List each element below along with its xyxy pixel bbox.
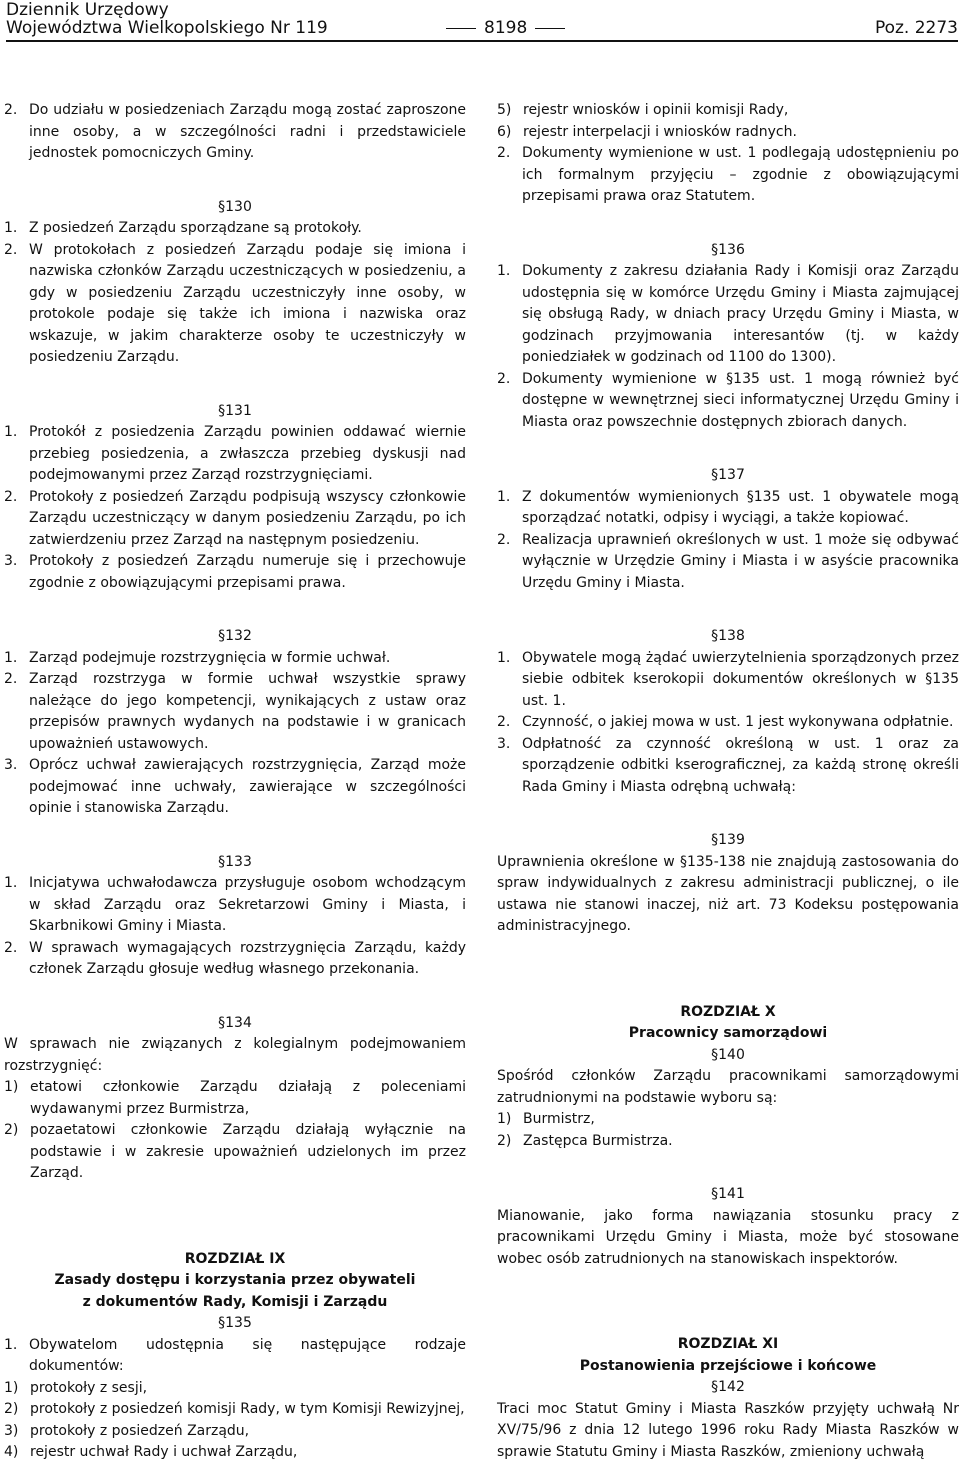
left-column [4,100,466,1464]
list-item: 1. Dokumenty z zakresu działania Rady i Komisji oraz Zarządu udostępnia się w komórce Urzędu Gminy i Miasta zajmującej się obsługą Rady, w dniach pracy Urzędu Gminy i Miasta, w godzinach przyjmowania interesantów (tj. w każdy poniedziałek w godzinach od 1100 do 1300). [497,263,959,365]
list-item: 2. W protokołach z posiedzeń Zarządu podaje się imiona i nazwiska członków Zarządu uczestniczących w posiedzeniu, a gdy w posiedzeniu Zarządu uczestniczyły inne osoby, w protokole podaje się także ich imiona i nazwiska oraz wskazuje, w jakim charakterze osoby te uczestniczyły w posiedzeniu Zarządu. [4,241,466,365]
list-item: 1. Obywatele mogą żądać uwierzytelnienia sporządzonych przez siebie odbitek kserokopii dokumentów określonych w §135 ust. 1. [497,649,959,709]
page-number-value: 8198 [484,18,528,38]
list-item: 1. Inicjatywa uchwałodawcza przysługuje osobom wchodzącym w skład Zarządu oraz Sekretarzowi Gminy i Miasta, i Skarbnikowi Gminy i Miasta. [4,875,466,934]
list-item: 1. Protokół z posiedzenia Zarządu powinien oddawać wiernie przebieg posiedzenia, a zwłaszcza przebieg dyskusji nad podejmowanymi przez Zarząd rozstrzygnięciami. [4,424,466,483]
section-heading: §131 [218,402,252,419]
section-heading: §141 [711,1186,745,1202]
chapter-subtitle: z dokumentów Rady, Komisji i Zarządu [82,1293,388,1310]
paragraph: Uprawnienia określone w §135-138 nie znajdują zastosowania do spraw indywidualnych z zakresu administracji publicznej, o ile ustawa nie stanowi inaczej, niż art. 73 Kodeksu postępowania administracyjnego. [497,853,959,934]
paragraph: Traci moc Statut Gminy i Miasta Raszków przyjęty uchwałą Nr XV/75/96 z dnia 12 lutego 1996 roku Rady Miasta Raszków w sprawie Statutu Gminy i Miasta Raszków, zmieniony uchwałą [497,1400,959,1460]
chapter-subtitle: Pracownicy samorządowi [628,1025,828,1041]
list-item: 2. Realizacja uprawnień określonych w ust. 1 może się odbywać wyłącznie w Urzędzie Gminy i Miasta i w asyście pracownika Urzędu Gminy i Miasta. [497,531,959,591]
section-heading: §136 [711,241,745,258]
list-item: 1) protokoły z sesji, [4,1379,148,1396]
list-item: 4) rejestr uchwał Rady i uchwał Zarządu, [4,1444,298,1460]
page-number-dash-right [535,28,565,29]
list-item: 6) rejestr interpelacji i wniosków radnych. [497,123,797,140]
page-header [6,0,958,40]
section-heading: §135 [218,1315,252,1331]
journal-issue: Województwa Wielkopolskiego Nr 119 [6,18,328,38]
page-number [438,18,573,38]
section-heading: §130 [218,198,252,215]
paragraph: W sprawach nie związanych z kolegialnym podejmowaniem rozstrzygnięć: [4,1036,466,1074]
list-item: 2. Dokumenty wymienione w §135 ust. 1 mogą również być dostępne w wewnętrznej sieci informatycznej Urzędu Gminy i Miasta oraz powszechnie dostępnych zbiorach danych. [497,370,959,430]
chapter-heading: ROZDZIAŁ X [680,1003,776,1020]
section-heading: §138 [711,628,745,644]
list-item: 1. Obywatelom udostępnia się następujące rodzaje dokumentów: [4,1336,466,1374]
header-rule [6,40,958,42]
list-item: 2) protokoły z posiedzeń komisji Rady, w tym Komisji Rewizyjnej, [4,1401,465,1417]
list-item: 2. W sprawach wymagających rozstrzygnięcia Zarządu, każdy członek Zarządu głosuje według własnego przekonania. [4,939,466,977]
chapter-subtitle: Postanowienia przejściowe i końcowe [579,1357,877,1374]
chapter-subtitle: Zasady dostępu i korzystania przez obywateli [54,1272,416,1288]
list-item: 3. Oprócz uchwał zawierających rozstrzygnięcia, Zarząd może podejmować inne uchwały, zawierające w szczególności opinie i stanowiska Zarządu. [4,757,466,816]
section-heading: §140 [711,1046,745,1063]
list-item: 1) Burmistrz, [497,1111,595,1127]
section-heading: §133 [218,853,252,870]
paragraph: Mianowanie, jako forma nawiązania stosunku pracy z pracownikami Urzędu Gminy i Miasta, może być stosowane wobec osób zatrudnionych na stanowiskach inspektorów. [497,1207,959,1267]
position-number: Poz. 2273 [874,18,958,38]
section-heading: §137 [711,467,745,483]
section-heading: §134 [218,1014,252,1031]
journal-title: Dziennik Urzędowy [6,0,169,20]
paragraph: Spośród członków Zarządu pracownikami samorządowymi zatrudnionymi na podstawie wyboru są: [497,1068,959,1106]
list-item: 5) rejestr wniosków i opinii komisji Rady, [497,102,789,118]
list-item: 3. Odpłatność za czynność określoną w ust. 1 oraz za sporządzenie odbitki kserograficznej, za każdą stronę określi Rada Gminy i Miasta odrębną uchwałą: [497,735,959,795]
list-item: 2. Dokumenty wymienione w ust. 1 podlegają udostępnieniu po ich formalnym przyjęciu – zgodnie z obowiązującymi przepisami prawa oraz Statutem. [497,145,959,204]
list-item: 2. Czynność, o jakiej mowa w ust. 1 jest wykonywana odpłatnie. [497,714,954,730]
list-item: 2. Do udziału w posiedzeniach Zarządu mogą zostać zaproszone inne osoby, a w szczególności radni i przedstawiciele jednostek pomocniczych Gminy. [4,102,466,161]
list-item: 1. Zarząd podejmuje rozstrzygnięcia w formie uchwał. [4,649,391,666]
chapter-heading: ROZDZIAŁ XI [677,1336,779,1352]
list-item: 1. Z dokumentów wymienionych §135 ust. 1 obywatele mogą sporządzać notatki, odpisy i wyciągi, a także kopiować. [497,488,959,526]
section-heading: §132 [218,628,252,644]
list-item: 3. Protokoły z posiedzeń Zarządu numeruje się i przechowuje zgodnie z obowiązującymi przepisami prawa. [4,553,466,591]
list-item: 2) Zastępca Burmistrza. [497,1132,673,1149]
section-heading: §142 [711,1379,745,1395]
chapter-heading: ROZDZIAŁ IX [184,1250,286,1267]
list-item: 1) etatowi członkowie Zarządu działają z poleceniami wydawanymi przez Burmistrza, [4,1079,466,1117]
list-item: 2. Protokoły z posiedzeń Zarządu podpisują wszyscy członkowie Zarządu uczestniczący w danym posiedzeniu Zarządu, po ich zatwierdzeniu przez Zarząd na następnym posiedzeniu. [4,488,466,548]
page-number-dash-left [446,28,476,29]
list-item: 2) pozaetatowi członkowie Zarządu działają wyłącznie na podstawie i w zakresie upoważnień udzielonych im przez Zarząd. [4,1122,466,1181]
right-column [497,100,959,1463]
list-item: 3) protokoły z posiedzeń Zarządu, [4,1422,250,1439]
section-heading: §139 [711,832,745,848]
list-item: 2. Zarząd rozstrzyga w formie uchwał wszystkie sprawy należące do jego kompetencji, wynikających z ustaw oraz przepisów prawnych wydanych na podstawie i w granicach upoważnień ustawowych. [4,671,466,752]
list-item: 1. Z posiedzeń Zarządu sporządzane są protokoły. [4,220,362,236]
